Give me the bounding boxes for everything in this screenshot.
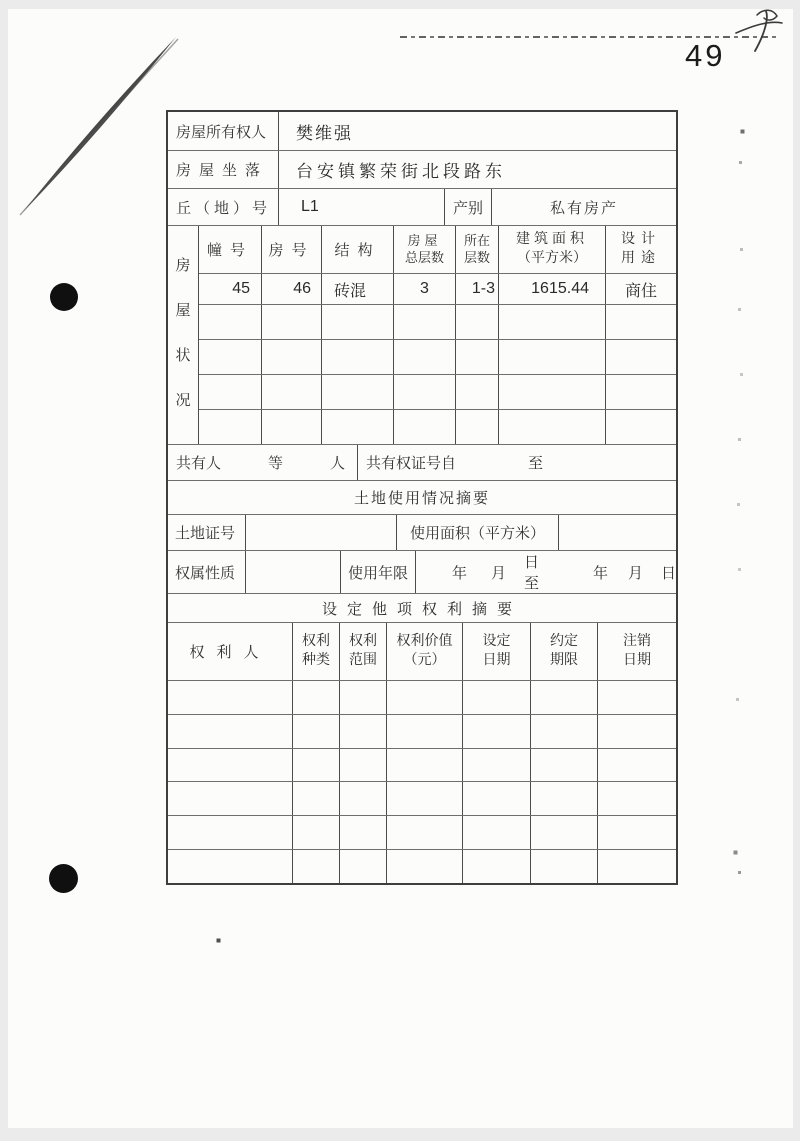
rights-empty-row bbox=[168, 680, 676, 714]
house-status-empty-row bbox=[199, 374, 676, 409]
vlabel-char: 房 bbox=[175, 258, 191, 274]
use-term-dates bbox=[415, 551, 676, 593]
house-status-record-row bbox=[199, 273, 676, 304]
col-header-line: 范围 bbox=[349, 652, 377, 668]
structure-value: 砖混 bbox=[321, 274, 393, 304]
page-number-stamp: 49 bbox=[685, 38, 726, 73]
land-cert-value-empty bbox=[245, 515, 396, 550]
tenure-value-empty bbox=[245, 551, 340, 593]
col-header-line: （平方米） bbox=[517, 250, 587, 266]
term-token-month: 月 bbox=[627, 565, 643, 582]
house-status-section bbox=[168, 225, 676, 444]
col-header-house-no: 房号 bbox=[261, 226, 321, 273]
use-term-label: 使用年限 bbox=[340, 551, 415, 593]
col-header-line: （元） bbox=[403, 652, 446, 668]
land-summary-title bbox=[168, 480, 676, 514]
rights-empty-row bbox=[168, 815, 676, 849]
plot-label: 丘（地）号 bbox=[176, 200, 272, 217]
plot-row bbox=[168, 188, 676, 225]
co-owner-unit-label: 人 bbox=[329, 456, 345, 472]
handwritten-mark bbox=[726, 3, 790, 59]
term-token-day: 日 bbox=[660, 565, 676, 582]
col-header-line: 权利价值 bbox=[396, 634, 453, 650]
col-header-line: 约定 bbox=[550, 634, 578, 650]
building-no-value: 45 bbox=[232, 280, 250, 297]
designed-use-value: 商住 bbox=[605, 274, 676, 304]
rights-title bbox=[168, 593, 676, 622]
rights-title-text: 设定他项权利摘要 bbox=[321, 601, 522, 618]
location-row bbox=[168, 150, 676, 188]
col-header-floors-located bbox=[455, 226, 498, 273]
col-header-right-scope bbox=[339, 623, 386, 680]
col-header-line: 层数 bbox=[463, 249, 490, 265]
vlabel-char: 况 bbox=[175, 393, 191, 409]
punch-hole-top bbox=[50, 283, 78, 311]
land-cert-label: 土地证号 bbox=[175, 526, 236, 542]
rights-empty-row bbox=[168, 714, 676, 748]
co-owner-label: 共有人 bbox=[176, 456, 222, 472]
col-header-line: 设定 bbox=[482, 634, 511, 650]
punch-hole-bottom bbox=[49, 864, 78, 893]
co-owner-counter-label: 等 bbox=[267, 456, 283, 472]
col-header-line: 权利 bbox=[349, 634, 377, 650]
col-header-right-value bbox=[386, 623, 462, 680]
land-cert-row bbox=[168, 514, 676, 550]
col-header-line: 所在 bbox=[463, 232, 490, 248]
col-header-building-no: 幢号 bbox=[206, 243, 253, 259]
col-header-line: 种类 bbox=[302, 652, 330, 668]
cert-to-label: 至 bbox=[528, 456, 544, 472]
term-token-month: 月 bbox=[491, 565, 507, 582]
col-header-line: 日期 bbox=[623, 652, 651, 668]
scan-specks bbox=[8, 9, 9, 10]
owner-label: 房屋所有权人 bbox=[176, 124, 267, 141]
col-header-line: 建筑面积 bbox=[516, 232, 588, 248]
col-header-cancel-date bbox=[597, 623, 676, 680]
rights-empty-row bbox=[168, 748, 676, 782]
col-header-right-type bbox=[292, 623, 339, 680]
term-token-day-to: 日至 bbox=[524, 555, 540, 592]
use-area-label: 使用面积（平方米） bbox=[396, 515, 558, 550]
col-header-right-holder: 权利人 bbox=[189, 645, 271, 661]
col-header-agreed-term bbox=[530, 623, 597, 680]
rights-empty-row bbox=[168, 781, 676, 815]
scanned-paper bbox=[8, 9, 793, 1128]
col-header-line: 设计 bbox=[621, 232, 661, 248]
total-floors-value: 3 bbox=[393, 274, 455, 304]
col-header-designed-use bbox=[605, 226, 676, 273]
plot-number-value: L1 bbox=[278, 189, 444, 225]
vlabel-char: 屋 bbox=[175, 303, 191, 319]
col-header-line: 权利 bbox=[302, 634, 330, 650]
col-header-set-date bbox=[462, 623, 530, 680]
tenure-label: 权属性质 bbox=[175, 565, 236, 582]
location-label: 房屋坐落 bbox=[176, 163, 269, 179]
house-status-empty-row bbox=[199, 339, 676, 374]
house-no-value: 46 bbox=[261, 274, 321, 304]
col-header-line: 用途 bbox=[621, 250, 661, 266]
col-header-line: 期限 bbox=[550, 652, 578, 668]
col-header-structure: 结构 bbox=[321, 226, 393, 273]
location-value: 台安镇繁荣街北段路东 bbox=[278, 151, 676, 188]
land-summary-title-text: 土地使用情况摘要 bbox=[353, 491, 490, 507]
tenure-row bbox=[168, 550, 676, 593]
house-status-grid bbox=[198, 226, 676, 444]
category-value: 私有房产 bbox=[491, 189, 676, 225]
col-header-line: 注销 bbox=[623, 634, 651, 650]
property-registration-form bbox=[166, 110, 678, 885]
co-owner-row bbox=[168, 444, 676, 480]
owner-value: 樊维强 bbox=[278, 112, 676, 150]
category-label: 产别 bbox=[444, 189, 491, 225]
rights-header-row bbox=[168, 622, 676, 680]
term-token-year: 年 bbox=[592, 565, 608, 582]
house-status-empty-row bbox=[199, 304, 676, 339]
vlabel-char: 状 bbox=[175, 348, 191, 364]
cert-from-label: 共有权证号自 bbox=[366, 456, 457, 472]
col-header-line: 日期 bbox=[482, 652, 511, 668]
col-header-floor-area bbox=[498, 226, 605, 273]
house-status-header-row bbox=[199, 226, 676, 273]
floors-located-value: 1-3 bbox=[455, 274, 498, 304]
floor-area-value: 1615.44 bbox=[498, 274, 605, 304]
co-owner-cell bbox=[168, 445, 357, 480]
co-owner-cert-cell bbox=[357, 445, 676, 480]
use-area-value-empty bbox=[558, 515, 676, 550]
col-header-line: 房屋 bbox=[407, 232, 442, 248]
term-token-year: 年 bbox=[452, 565, 468, 582]
owner-row bbox=[168, 112, 676, 150]
house-status-empty-row bbox=[199, 409, 676, 444]
house-status-vertical-label bbox=[168, 226, 198, 444]
col-header-line: 总层数 bbox=[404, 249, 444, 265]
rights-empty-row bbox=[168, 849, 676, 883]
col-header-total-floors bbox=[393, 226, 455, 273]
